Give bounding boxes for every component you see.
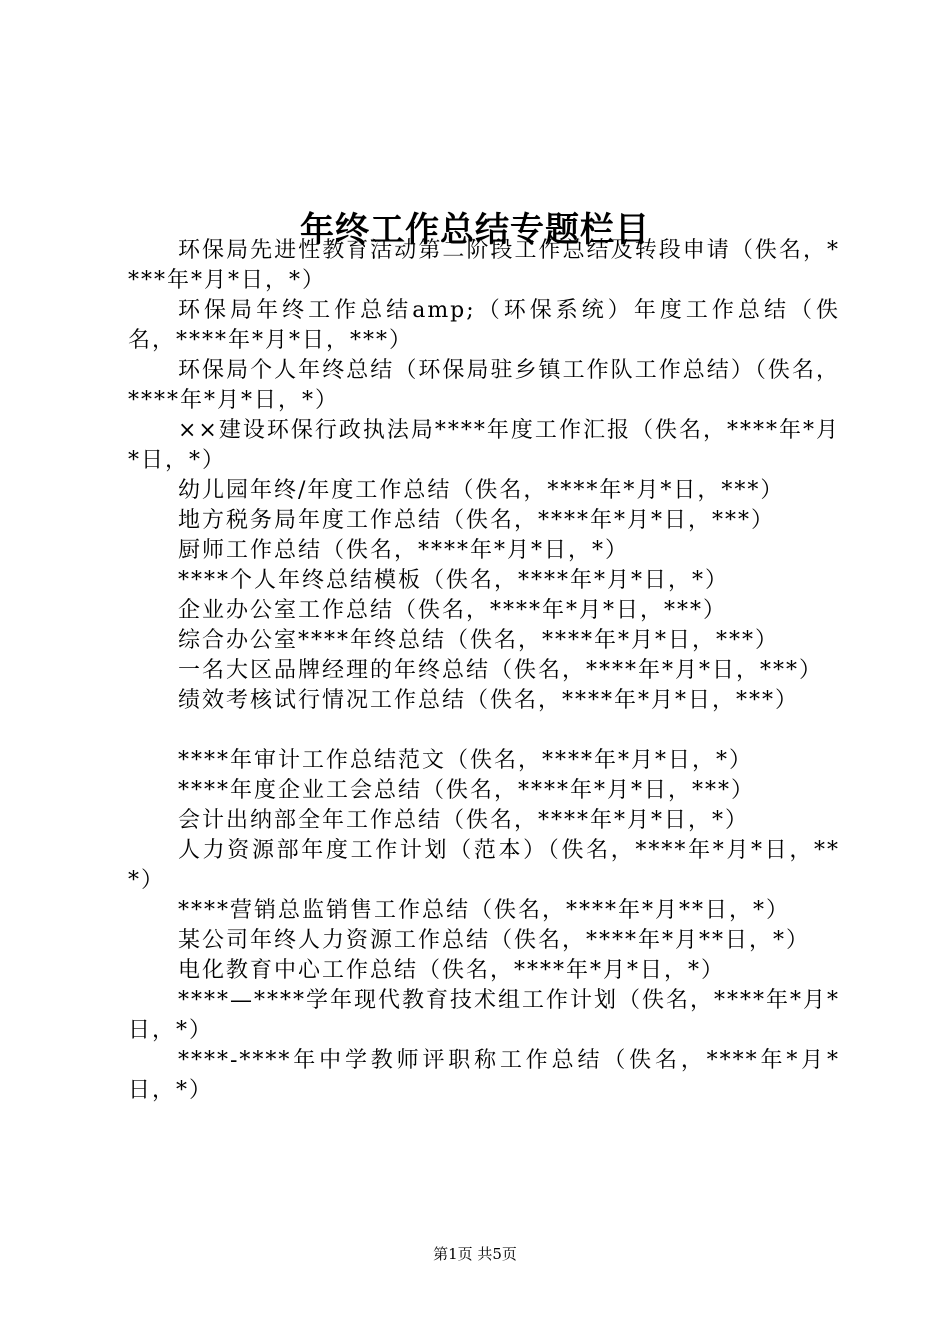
list-item: 环保局个人年终总结（环保局驻乡镇工作队工作总结）（佚名，****年*月*日，*） <box>128 358 840 413</box>
list-item: 会计出纳部全年工作总结（佚名，****年*月*日，*） <box>178 808 750 833</box>
list-item: 综合办公室****年终总结（佚名，****年*月*日，***） <box>178 628 780 653</box>
list-item: 一名大区品牌经理的年终总结（佚名，****年*月*日，***） <box>178 658 824 683</box>
list-item: 厨师工作总结（佚名，****年*月*日，*） <box>178 538 630 563</box>
list-item: ****—****学年现代教育技术组工作计划（佚名，****年*月*日，*） <box>128 988 841 1043</box>
list-item: 地方税务局年度工作总结（佚名，****年*月*日，***） <box>178 508 776 533</box>
list-item: ****年审计工作总结范文（佚名，****年*月*日，*） <box>178 748 754 773</box>
list-item: 人力资源部年度工作计划（范本）（佚名，****年*月*日，***） <box>128 838 840 893</box>
list-item: 电化教育中心工作总结（佚名，****年*月*日，*） <box>178 958 726 983</box>
list-item: 某公司年终人力资源工作总结（佚名，****年*月**日，*） <box>178 928 811 953</box>
page-number-footer: 第1页 共5页 <box>433 1245 517 1263</box>
list-item: 环保局年终工作总结amp;（环保系统）年度工作总结（佚名，****年*月*日，***） <box>128 298 840 353</box>
list-item: 企业办公室工作总结（佚名，****年*月*日，***） <box>178 598 728 623</box>
list-item: ****个人年终总结模板（佚名，****年*月*日，*） <box>178 568 730 593</box>
entry-list <box>128 236 840 1106</box>
document-title: 年终工作总结专题栏目 <box>300 209 650 250</box>
list-item: 绩效考核试行情况工作总结（佚名，****年*月*日，***） <box>178 688 800 713</box>
list-item: ****营销总监销售工作总结（佚名，****年*月**日，*） <box>178 898 791 923</box>
list-item: ××建设环保行政执法局****年度工作汇报（佚名，****年*月*日，*） <box>128 418 840 473</box>
list-item: ****年度企业工会总结（佚名，****年*月*日，***） <box>178 778 756 803</box>
list-item: ****-****年中学教师评职称工作总结（佚名，****年*月*日，*） <box>128 1048 840 1103</box>
list-item: 幼儿园年终/年度工作总结（佚名，****年*月*日，***） <box>178 478 785 503</box>
list-item: 环保局先进性教育活动第二阶段工作总结及转段申请（佚名，****年*月*日，*） <box>128 238 840 293</box>
